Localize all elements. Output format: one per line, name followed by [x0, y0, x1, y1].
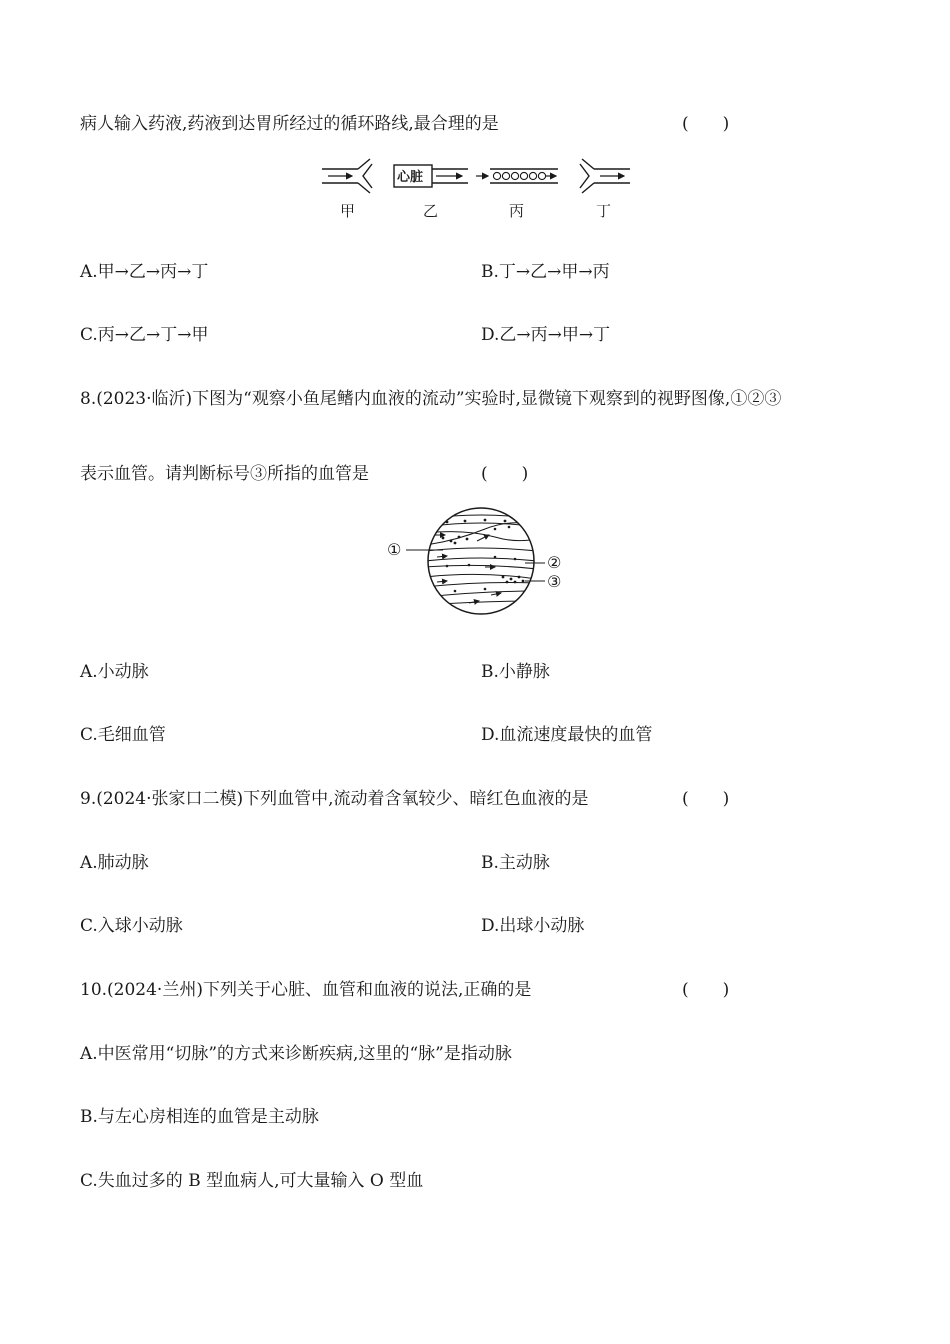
q7-figure — [318, 156, 638, 222]
label-bing: 丙 — [509, 202, 525, 220]
bing-capillary-icon — [476, 169, 558, 183]
q9-option-d: D.出球小动脉 — [481, 916, 585, 936]
q10-stem: 10.(2024·兰州)下列关于心脏、血管和血液的说法,正确的是 — [80, 980, 532, 1000]
q7-answer-paren: ( ) — [682, 114, 730, 134]
q8-figure — [385, 505, 570, 617]
q7-option-d: D.乙→丙→甲→丁 — [481, 325, 611, 345]
q9-option-c: C.入球小动脉 — [80, 916, 183, 936]
field-of-view-circle — [428, 508, 534, 614]
q9-answer-paren: ( ) — [682, 789, 730, 809]
q10-option-a: A.中医常用“切脉”的方式来诊断疾病,这里的“脉”是指动脉 — [80, 1044, 512, 1064]
q8-option-c: C.毛细血管 — [80, 725, 166, 745]
heart-label: 心脏 — [397, 170, 424, 185]
q10-answer-paren: ( ) — [682, 980, 730, 1000]
q7-option-c: C.丙→乙→丁→甲 — [80, 325, 209, 345]
q8-option-b: B.小静脉 — [481, 662, 550, 682]
ding-vessel-icon — [580, 159, 630, 193]
q7-stem: 病人输入药液,药液到达胃所经过的循环路线,最合理的是 — [80, 114, 499, 134]
microscope-field-diagram — [385, 505, 570, 617]
q8-option-d: D.血流速度最快的血管 — [481, 725, 653, 745]
q8-stem-line1: 8.(2023·临沂)下图为“观察小鱼尾鳍内血液的流动”实验时,显微镜下观察到的视野图像,①②③ — [80, 389, 782, 409]
q9-option-a: A.肺动脉 — [80, 853, 149, 873]
label-jia: 甲 — [340, 202, 356, 220]
label-2: ② — [547, 553, 562, 572]
q8-stem-line2: 表示血管。请判断标号③所指的血管是 — [80, 464, 369, 484]
q7-vessel-diagram — [318, 156, 638, 196]
label-1: ① — [387, 540, 402, 559]
q9-stem: 9.(2024·张家口二模)下列血管中,流动着含氧较少、暗红色血液的是 — [80, 789, 589, 809]
q8-option-a: A.小动脉 — [80, 662, 149, 682]
q7-option-b: B.丁→乙→甲→丙 — [481, 262, 610, 282]
q10-option-b: B.与左心房相连的血管是主动脉 — [80, 1107, 319, 1127]
label-ding: 丁 — [596, 202, 612, 220]
q10-option-c: C.失血过多的 B 型血病人,可大量输入 O 型血 — [80, 1171, 424, 1191]
q7-option-a: A.甲→乙→丙→丁 — [80, 262, 209, 282]
q8-answer-paren: ( ) — [481, 464, 529, 484]
label-3: ③ — [547, 572, 562, 591]
q9-option-b: B.主动脉 — [481, 853, 550, 873]
jia-vessel-icon — [322, 159, 372, 193]
label-yi: 乙 — [423, 202, 439, 220]
